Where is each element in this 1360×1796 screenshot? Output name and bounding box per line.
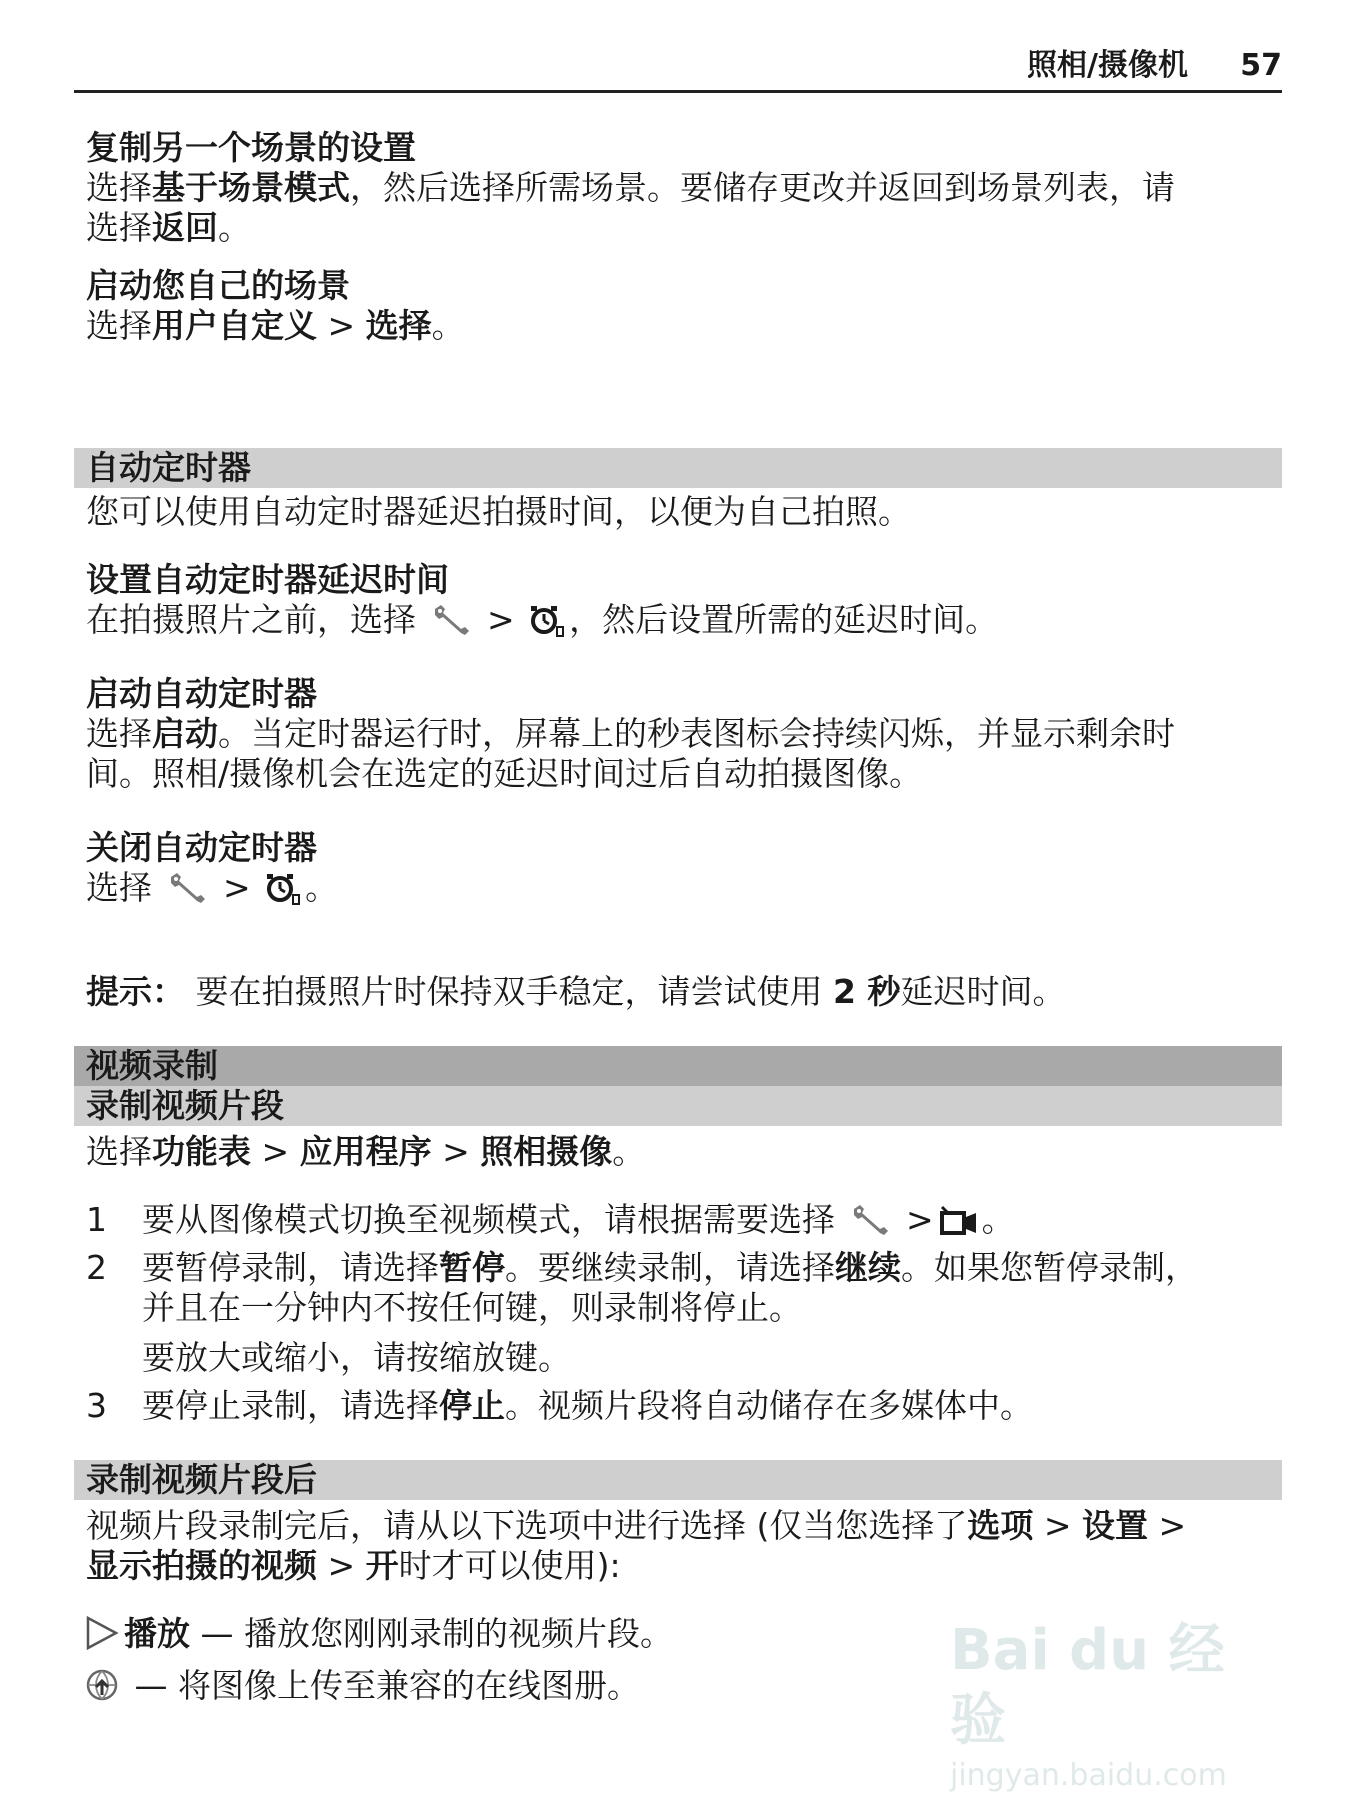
text: >: [317, 306, 366, 345]
text: >: [431, 1132, 481, 1171]
text: 。当定时器运行时，屏幕上的秒表图标会持续闪烁，并显示剩余时: [218, 714, 1175, 753]
text: 。要继续录制，请选择: [505, 1248, 835, 1287]
text: 选择: [86, 1132, 152, 1171]
text: 。: [305, 868, 339, 907]
option-pause: 暂停: [439, 1248, 505, 1287]
text: >: [906, 1200, 934, 1239]
text: >: [1033, 1506, 1083, 1545]
start-timer-section: [86, 674, 1270, 794]
start-scene-text: [86, 306, 1270, 346]
after-recording-bar: 录制视频片段后: [74, 1460, 1282, 1500]
text: 延迟时间。: [900, 972, 1066, 1011]
close-timer-text: [86, 868, 1270, 914]
text: 。如果您暂停录制，: [901, 1248, 1198, 1287]
play-description: — 播放您刚刚录制的视频片段。: [190, 1614, 673, 1653]
option-back: 返回: [152, 208, 218, 247]
text: ，然后选择所需场景。要储存更改并返回到场景列表，请: [350, 168, 1175, 207]
stopwatch-icon: [265, 871, 301, 914]
option-settings: 设置: [1082, 1506, 1149, 1545]
header-title: 照相/摄像机: [1027, 48, 1188, 83]
step-2: [142, 1248, 1270, 1378]
watermark-brand: Bai du 经验: [950, 1618, 1225, 1753]
text: >: [223, 868, 251, 907]
page-number: 57: [1240, 48, 1282, 83]
text: 。: [431, 306, 465, 345]
record-video-intro: [86, 1132, 1270, 1172]
start-scene-title: 启动您自己的场景: [86, 266, 350, 305]
start-scene-section: [86, 266, 1270, 346]
text: 。: [981, 1200, 1015, 1239]
text: 选择: [86, 168, 152, 207]
stopwatch-icon: [529, 603, 565, 646]
text: ，然后设置所需的延迟时间。: [569, 600, 999, 639]
option-scene-mode: 基于场景模式: [152, 168, 350, 207]
tip-seconds: 2 秒: [833, 972, 901, 1011]
option-camera: 照相摄像: [480, 1132, 613, 1171]
settings-wrench-icon: [167, 871, 209, 914]
play-label: 播放: [124, 1614, 190, 1653]
text: >: [1148, 1506, 1187, 1545]
text: 在拍摄照片之前，选择: [86, 600, 416, 639]
upload-description: — 将图像上传至兼容的在线图册。: [124, 1666, 640, 1705]
option-start: 启动: [152, 714, 218, 753]
option-menu: 功能表: [152, 1132, 251, 1171]
baidu-watermark: [950, 1616, 1250, 1793]
text: 要从图像模式切换至视频模式，请根据需要选择: [142, 1200, 835, 1239]
copy-scene-title: 复制另一个场景的设置: [86, 128, 416, 167]
text: >: [317, 1546, 366, 1585]
option-stop: 停止: [439, 1386, 505, 1425]
copy-scene-text: [86, 168, 1270, 208]
video-recording-bar: 视频录制: [74, 1046, 1282, 1086]
text: 。: [612, 1132, 646, 1171]
option-select: 选择: [365, 306, 432, 345]
text: 要暂停录制，请选择: [142, 1248, 439, 1287]
step-number: 2: [86, 1248, 107, 1287]
self-timer-bar: 自动定时器: [74, 448, 1282, 488]
set-timer-text: [86, 600, 1270, 646]
start-timer-text: [86, 714, 1270, 754]
close-timer-title: 关闭自动定时器: [86, 828, 317, 867]
step-number: 1: [86, 1200, 107, 1239]
close-timer-section: [86, 828, 1270, 914]
text: 选择: [86, 208, 152, 247]
step-2-line-2: 并且在一分钟内不按任何键，则录制将停止。: [142, 1288, 802, 1327]
start-timer-text-2: 间。照相/摄像机会在选定的延迟时间过后自动拍摄图像。: [86, 754, 923, 793]
text: 要停止录制，请选择: [142, 1386, 439, 1425]
settings-wrench-icon: [850, 1203, 892, 1246]
text: >: [487, 600, 515, 639]
tip-text: [86, 972, 1270, 1012]
play-icon: [84, 1615, 120, 1660]
web-upload-icon: [84, 1667, 120, 1712]
copy-scene-text-2: [86, 208, 1270, 248]
text: 视频片段录制完后，请从以下选项中进行选择 (仅当您选择了: [86, 1506, 968, 1545]
text: >: [251, 1132, 300, 1171]
text: 。视频片段将自动储存在多媒体中。: [505, 1386, 1033, 1425]
option-user-defined: 用户自定义: [152, 306, 317, 345]
text: 选择: [86, 868, 152, 907]
option-on: 开: [365, 1546, 399, 1585]
set-timer-section: [86, 560, 1270, 646]
step-number: 3: [86, 1386, 107, 1425]
text: 选择: [86, 714, 152, 753]
text: 选择: [86, 306, 152, 345]
record-video-bar: 录制视频片段: [74, 1086, 1282, 1126]
text: 。: [218, 208, 251, 247]
page-header: [74, 42, 1282, 93]
video-camera-icon: [938, 1203, 978, 1246]
self-timer-intro: 您可以使用自动定时器延迟拍摄时间，以便为自己拍照。: [86, 492, 911, 531]
settings-wrench-icon: [431, 603, 473, 646]
copy-scene-section: [86, 128, 1270, 248]
text: 时才可以使用):: [398, 1546, 621, 1585]
option-show-video: 显示拍摄的视频: [86, 1546, 317, 1585]
set-timer-title: 设置自动定时器延迟时间: [86, 560, 449, 599]
after-recording-text: [86, 1506, 1270, 1586]
option-apps: 应用程序: [299, 1132, 432, 1171]
option-continue: 继续: [835, 1248, 901, 1287]
start-timer-title: 启动自动定时器: [86, 674, 317, 713]
tip-label: 提示：: [86, 972, 185, 1011]
step-1: [142, 1200, 1270, 1246]
watermark-url: jingyan.baidu.com: [950, 1758, 1227, 1793]
step-3: [142, 1386, 1270, 1426]
option-options: 选项: [967, 1506, 1034, 1545]
step-2-zoom-note: 要放大或缩小，请按缩放键。: [142, 1338, 571, 1377]
text: 要在拍摄照片时保持双手稳定，请尝试使用: [195, 972, 833, 1011]
